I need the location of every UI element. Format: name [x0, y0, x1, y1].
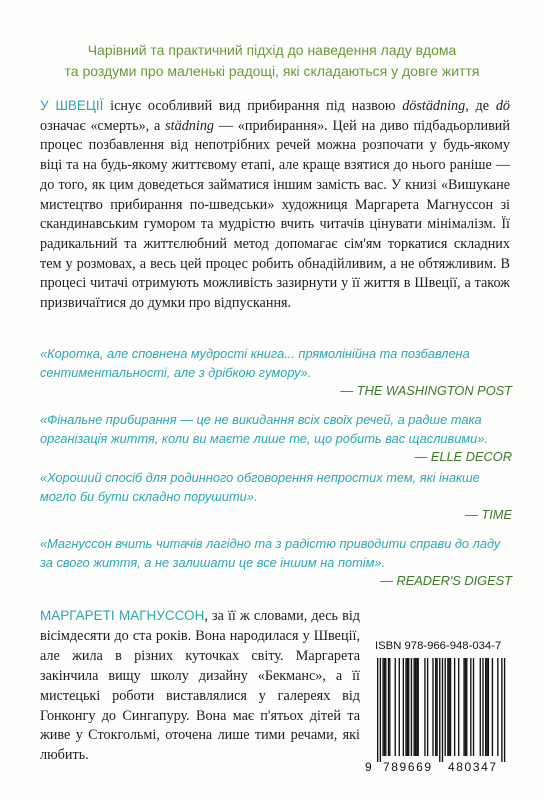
barcode-bar — [473, 658, 474, 756]
tagline — [30, 40, 514, 82]
barcode-bar — [486, 658, 487, 756]
barcode-bar — [377, 658, 378, 762]
barcode-bar — [497, 658, 498, 756]
review-quote — [40, 469, 512, 525]
barcode-bar — [480, 658, 481, 756]
barcode-bar — [382, 658, 383, 756]
barcode-bar — [501, 658, 502, 762]
barcode-bar — [504, 658, 505, 762]
quote-source: — READER'S DIGEST — [380, 573, 512, 588]
barcode-left-digits: 789669 — [383, 760, 433, 774]
barcode-bar — [482, 658, 483, 756]
barcode-bar — [399, 658, 400, 756]
barcode-bar — [403, 658, 404, 756]
barcode-bar — [463, 658, 464, 756]
barcode-right-digits: 480347 — [448, 760, 498, 774]
review-quote — [40, 535, 512, 591]
description-text-3: означає «смерть», а — [40, 117, 166, 134]
barcode-bar — [411, 658, 412, 756]
barcode-bar — [454, 658, 455, 756]
term-stadning: städning — [165, 117, 215, 134]
barcode-bar — [442, 658, 443, 762]
barcode-bar — [418, 658, 419, 756]
barcode-bar — [415, 658, 416, 756]
author-bio — [40, 606, 360, 766]
quote-text: «Фінальне прибирання — це не викидання всіх своїх речей, а радше така організація життя, коли ви маєте лише те, що робить вас щасливими». — [40, 412, 488, 446]
quote-text: «Магнуссон вчить читачів лагідно та з радістю приводити справи до ладу за свого життя, а не залишати це все іншим на потім». — [40, 536, 501, 570]
quote-source: — TIME — [465, 507, 512, 522]
barcode-bar — [447, 658, 448, 756]
barcode-icon — [365, 658, 515, 762]
term-dostadning: döstädning — [402, 98, 466, 114]
isbn-barcode-block — [365, 640, 515, 780]
barcode-bar — [427, 658, 428, 756]
barcode-bar — [385, 658, 386, 756]
quote-text: «Хороший спосіб для родинного обговорення непростих тем, які інакше могло би бути складно порушити». — [40, 470, 480, 504]
term-do: dö — [495, 98, 510, 114]
review-quote — [40, 411, 512, 467]
barcode-bar — [436, 658, 437, 756]
barcode-bar — [450, 658, 451, 756]
tagline-line-2: та роздуми про маленькі радощі, які складаються у довге життя — [64, 63, 480, 79]
barcode-bar — [449, 658, 450, 756]
author-bio-text: , за її ж словами, десь від вісімдесяти до ста років. Вона народилася у Швеції, але жила в різних куточках світу. Маргарета закінчила вищу школу дизайну «Бекманс», а її мистецькі роботи виставлялися у галереях від Гонконгу до Сингапуру. Вона має п'ятьох дітей та живе у Стокгольмі, оточена лише тими речами, які любить. — [40, 608, 360, 764]
barcode-bar — [485, 658, 486, 756]
tagline-line-1: Чарівний та практичний підхід до наведення ладу вдома — [87, 42, 457, 58]
barcode-bar — [470, 658, 471, 756]
barcode-bar — [439, 658, 440, 762]
description-text-1: існує особливий вид прибирання під назвою — [103, 98, 403, 114]
book-description — [40, 96, 510, 314]
barcode-bar — [424, 658, 425, 756]
barcode-first-digit: 9 — [365, 760, 372, 774]
barcode-bar — [432, 658, 433, 756]
barcode-bar — [492, 658, 493, 756]
barcode-bar — [458, 658, 459, 756]
barcode-bar — [435, 658, 436, 756]
barcode-bar — [407, 658, 408, 756]
barcode-bar — [380, 658, 381, 762]
barcode-bar — [384, 658, 385, 756]
barcode-bar — [413, 658, 414, 756]
description-lead: У ШВЕЦІЇ — [40, 98, 104, 113]
description-text-4: — «прибирання». Цей на диво підбадьорливий процес позбавлення від непотрібних речей можна розпочати у будь-якому віці та на будь-якому життєвому етапі, але краще взятися до нього раніше — до того, як цим доведеться займатися іншим замість вас. У книзі «Вишукане мистецтво прибирання по-шведськи» художниця Маргарета Магнуссон зі скандинавським гумором та мудрістю вчить читачів цінувати мінімалізм. Її радикальний та життєлюбний метод допомагає сім'ям торкатися складних тем у розмовах, а весь цей процес робить обнадійливим, а не обтяжливим. В процесі читачі отримують можливість зазирнути у її життя в Швеції, а також призвичаїтися до думки про відпускання. — [40, 117, 510, 312]
description-text-2: , де — [465, 98, 496, 114]
barcode-bar — [445, 658, 446, 756]
barcode-bar — [465, 658, 466, 756]
quote-source: — ELLE DECOR — [414, 449, 512, 464]
barcode-bar — [488, 658, 489, 756]
quote-text: «Коротка, але сповнена мудрості книга... прямолінійна та позбавлена сентиментальності, але з дрібкою гумору». — [40, 346, 470, 380]
quote-source: — THE WASHINGTON POST — [340, 383, 512, 398]
barcode-bar — [395, 658, 396, 756]
barcode-bar — [388, 658, 389, 756]
barcode-bar — [416, 658, 417, 756]
barcode-bar — [389, 658, 390, 756]
author-name: МАРГАРЕТІ МАГНУССОН — [40, 608, 205, 623]
review-quote — [40, 345, 512, 401]
barcode-bar — [466, 658, 467, 756]
isbn-label: ISBN 978-966-948-034-7 — [375, 640, 502, 652]
barcode-bar — [408, 658, 409, 756]
barcode-bar — [405, 658, 406, 756]
